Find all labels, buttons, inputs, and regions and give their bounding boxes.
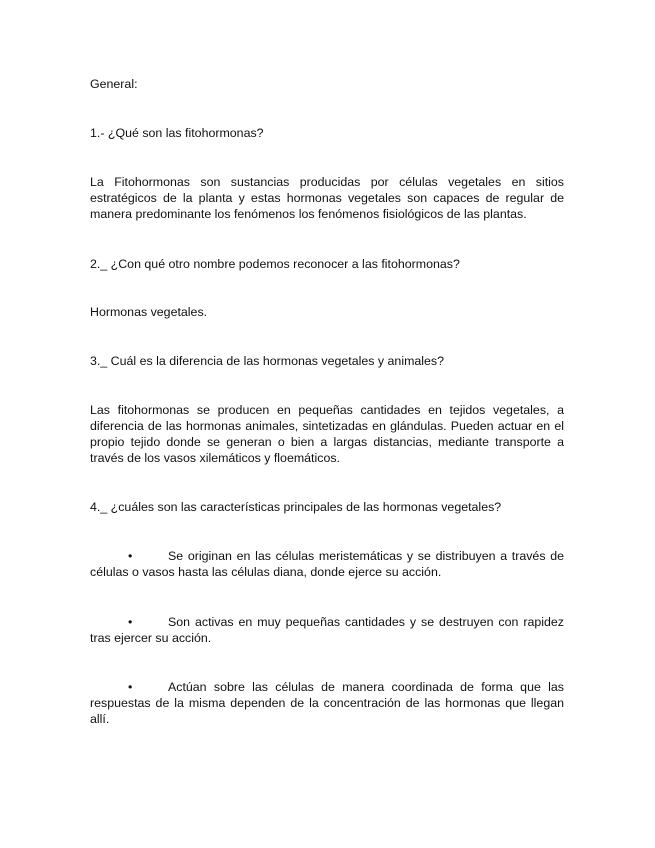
question-1: 1.- ¿Qué son las fitohormonas? xyxy=(90,126,264,140)
question-2: 2._ ¿Con qué otro nombre podemos reconocer a las fitohormonas? xyxy=(90,257,460,271)
bullet-point-icon: • xyxy=(128,680,133,694)
bullet-point-icon: • xyxy=(128,549,133,563)
list-item: Se originan en las células meristemáticas y se distribuyen a través de células o vasos hasta las células diana, donde ejerce su acción. xyxy=(90,549,564,579)
answer-1: La Fitohormonas son sustancias producidas por células vegetales en sitios estratégicos de la planta y estas hormonas vegetales son capaces de regular de manera predominante los fenómenos los fenómenos fisiológicos de las plantas. xyxy=(90,175,564,221)
question-4: 4._ ¿cuáles son las características principales de las hormonas vegetales? xyxy=(90,500,502,514)
answer-3: Las fitohormonas se producen en pequeñas cantidades en tejidos vegetales, a diferencia de las hormonas animales, sintetizadas en glándulas. Pueden actuar en el propio tejido donde se generan o bien a largas distancias, mediante transporte a través de los vasos xilemáticos y floemáticos. xyxy=(90,403,564,465)
section-heading: General: xyxy=(90,77,138,91)
list-item: Son activas en muy pequeñas cantidades y se destruyen con rapidez tras ejercer su acción. xyxy=(90,615,564,645)
bullet-point-icon: • xyxy=(128,615,133,629)
question-3: 3._ Cuál es la diferencia de las hormonas vegetales y animales? xyxy=(90,354,445,368)
answer-2: Hormonas vegetales. xyxy=(90,305,208,319)
list-item: Actúan sobre las células de manera coordinada de forma que las respuestas de la misma dependen de la concentración de las hormonas que llegan allí. xyxy=(90,680,564,726)
